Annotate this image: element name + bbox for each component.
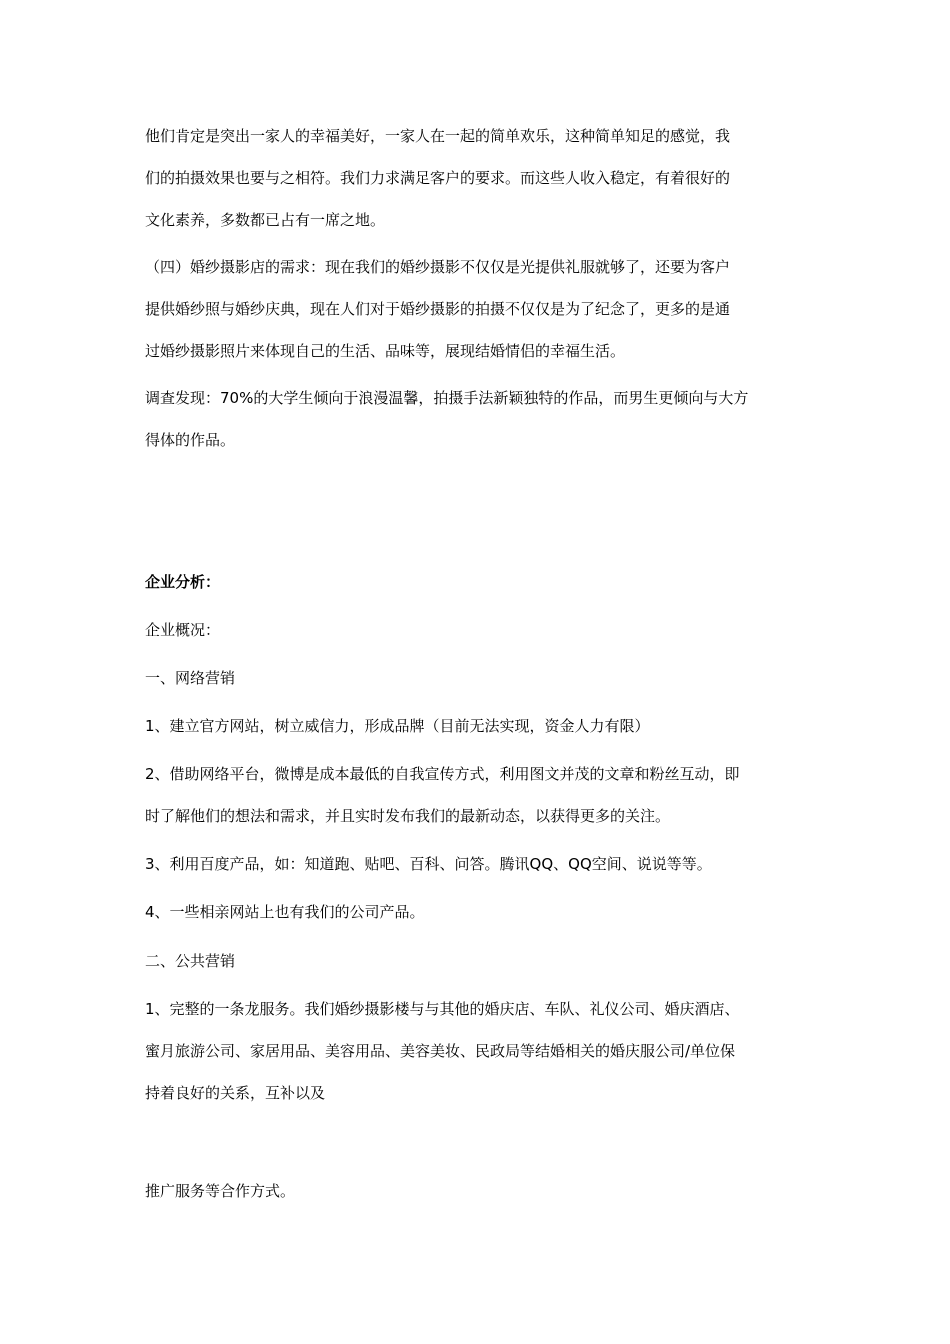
network-item-1-line-1: 1、建立官方网站，树立威信力，形成品牌（目前无法实现，资金人力有限） — [145, 717, 650, 735]
paragraph-2-line-2: 提供婚纱照与婚纱庆典，现在人们对于婚纱摄影的拍摄不仅仅是为了纪念了，更多的是通 — [145, 300, 731, 318]
section-heading: 企业分析： — [145, 573, 221, 591]
paragraph-3-line-2: 得体的作品。 — [145, 431, 236, 449]
paragraph-2-line-3: 过婚纱摄影照片来体现自己的生活、品味等，展现结婚情侣的幸福生活。 — [145, 342, 626, 360]
paragraph-3-line-1: 调查发现：70%的大学生倾向于浪漫温馨，拍摄手法新颖独特的作品，而男生更倾向与大方 — [145, 389, 749, 407]
paragraph-2-line-1: （四）婚纱摄影店的需求：现在我们的婚纱摄影不仅仅是光提供礼服就够了，还要为客户 — [145, 258, 731, 276]
network-marketing-heading: 一、网络营销 — [145, 669, 236, 687]
public-marketing-heading: 二、公共营销 — [145, 952, 236, 970]
network-item-4-line-1: 4、一些相亲网站上也有我们的公司产品。 — [145, 903, 425, 921]
public-item-1-line-2: 蜜月旅游公司、家居用品、美容用品、美容美妆、民政局等结婚相关的婚庆服公司/单位保 — [145, 1042, 736, 1060]
public-item-1-line-3: 持着良好的关系，互补以及 — [145, 1084, 326, 1102]
public-item-1-line-1: 1、完整的一条龙服务。我们婚纱摄影楼与与其他的婚庆店、车队、礼仪公司、婚庆酒店、 — [145, 1000, 740, 1018]
paragraph-1-line-2: 们的拍摄效果也要与之相符。我们力求满足客户的要求。而这些人收入稳定，有着很好的 — [145, 169, 731, 187]
network-item-2-line-2: 时了解他们的想法和需求，并且实时发布我们的最新动态，以获得更多的关注。 — [145, 807, 671, 825]
public-item-1-continuation: 推广服务等合作方式。 — [145, 1182, 296, 1200]
network-item-2-line-1: 2、借助网络平台，微博是成本最低的自我宣传方式，利用图文并茂的文章和粉丝互动，即 — [145, 765, 740, 783]
overview-label: 企业概况： — [145, 621, 221, 639]
paragraph-1-line-1: 他们肯定是突出一家人的幸福美好，一家人在一起的简单欢乐，这种简单知足的感觉，我 — [145, 127, 731, 145]
network-item-3-line-1: 3、利用百度产品，如：知道跑、贴吧、百科、问答。腾讯QQ、QQ空间、说说等等。 — [145, 855, 712, 873]
paragraph-1-line-3: 文化素养，多数都已占有一席之地。 — [145, 211, 386, 229]
